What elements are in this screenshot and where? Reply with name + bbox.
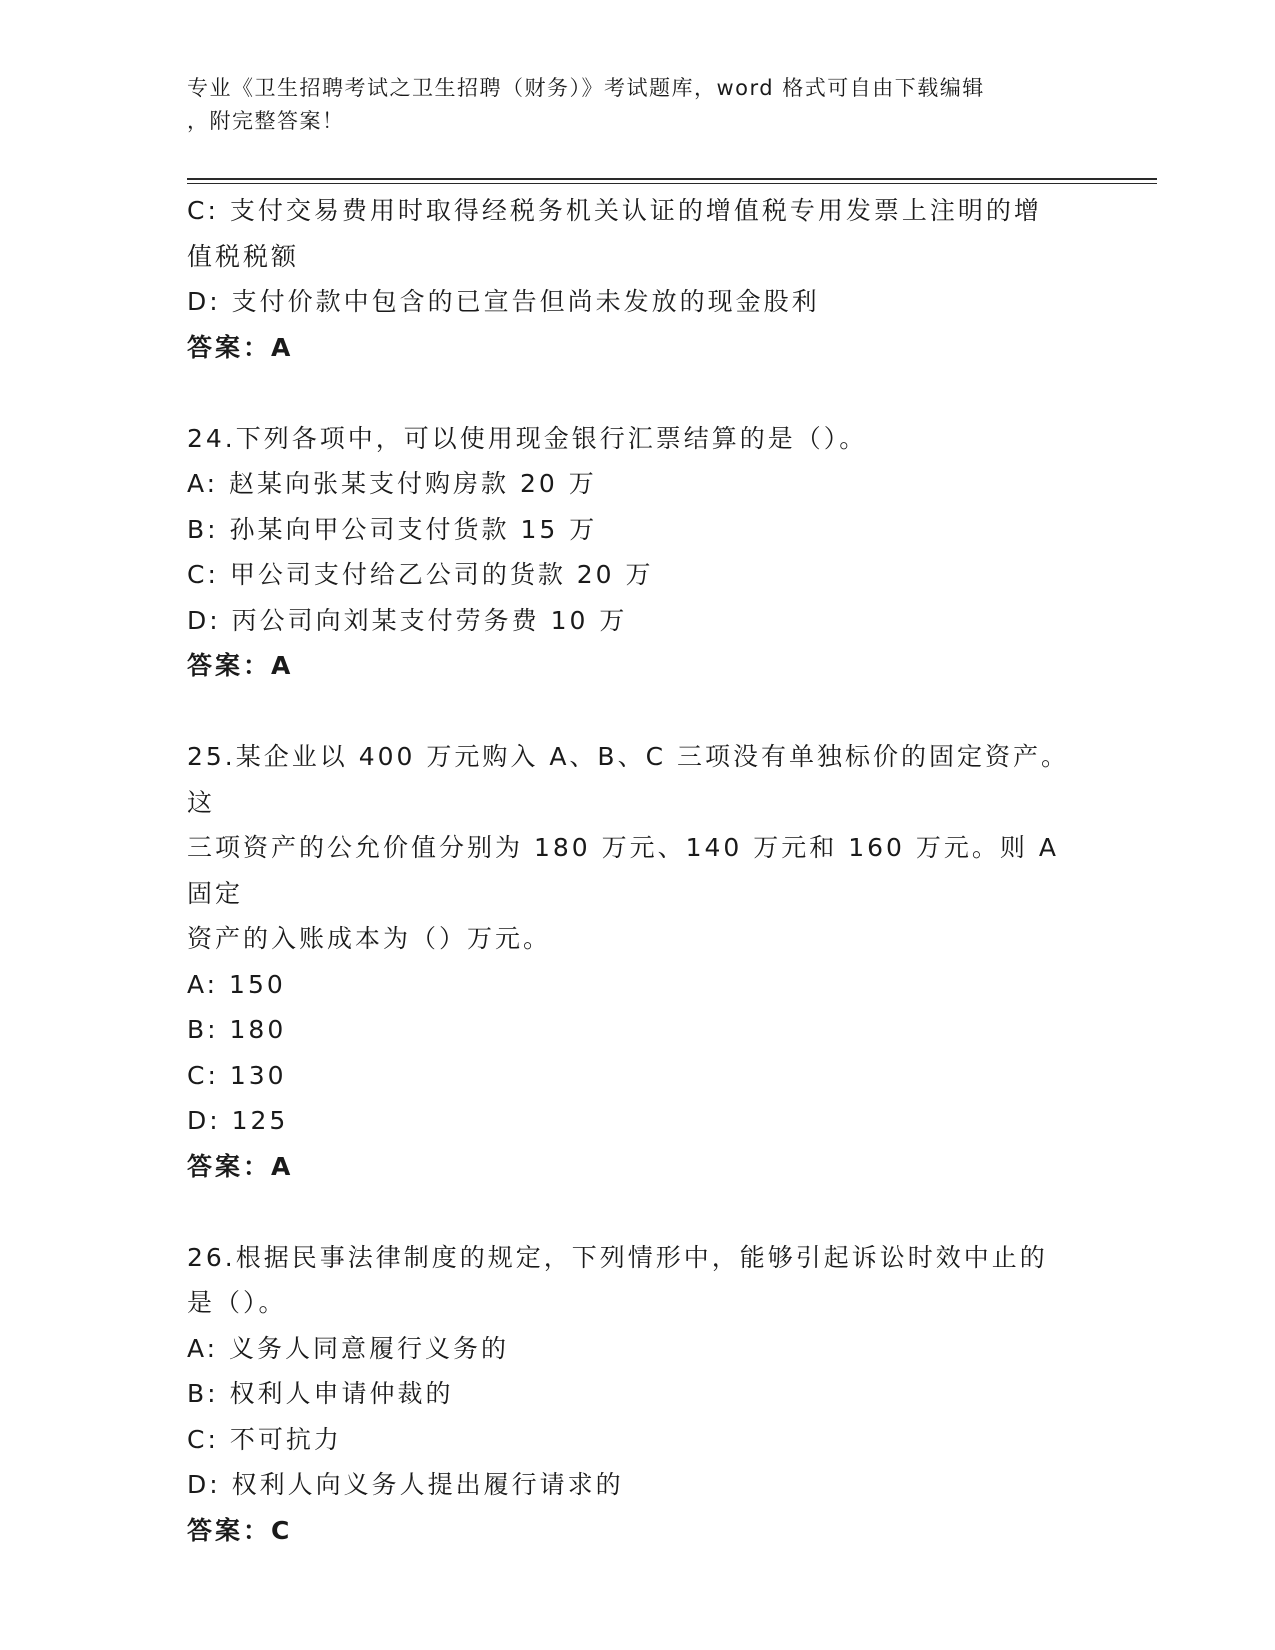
answer-line: 答案：A	[187, 651, 294, 680]
question-stem-line-1: 26.根据民事法律制度的规定，下列情形中，能够引起诉讼时效中止的	[187, 1242, 1048, 1272]
option-a: A: 义务人同意履行义务的	[187, 1333, 510, 1363]
question-stem-line-2: 三项资产的公允价值分别为 180 万元、140 万元和 160 万元。则 A 固定	[187, 833, 1059, 908]
option-a: A: 赵某向张某支付购房款 20 万	[187, 469, 597, 498]
question-content	[187, 188, 1087, 1553]
option-a: A: 150	[187, 969, 286, 999]
header-divider-thin	[187, 183, 1157, 184]
header-divider-thick	[187, 178, 1157, 180]
option-b: B: 孙某向甲公司支付货款 15 万	[187, 514, 598, 544]
question-stem	[187, 734, 1087, 962]
question-24	[187, 416, 1087, 689]
question-26	[187, 1235, 1087, 1554]
spacer	[187, 1189, 1087, 1235]
option-c	[187, 188, 1087, 279]
option-d: D: 权利人向义务人提出履行请求的	[187, 1470, 624, 1499]
option-c: C: 甲公司支付给乙公司的货款 20 万	[187, 560, 654, 589]
question-23-tail	[187, 188, 1087, 370]
header-title-line-2: ，附完整答案！	[187, 109, 345, 133]
question-stem: 24.下列各项中，可以使用现金银行汇票结算的是（）。	[187, 423, 868, 453]
question-stem-line-3: 资产的入账成本为（）万元。	[187, 924, 552, 953]
page-header	[187, 72, 1087, 138]
question-stem-line-1: 25.某企业以 400 万元购入 A、B、C 三项没有单独标价的固定资产。这	[187, 742, 1069, 817]
option-d: D: 丙公司向刘某支付劳务费 10 万	[187, 605, 628, 635]
option-c-line-2: 值税税额	[187, 241, 300, 271]
spacer	[187, 370, 1087, 416]
option-b: B: 180	[187, 1015, 287, 1044]
option-d: D: 支付价款中包含的已宣告但尚未发放的现金股利	[187, 287, 820, 316]
question-stem-line-2: 是（）。	[187, 1288, 287, 1317]
spacer	[187, 689, 1087, 735]
answer-line: 答案：C	[187, 1515, 293, 1545]
question-25	[187, 734, 1087, 1189]
option-c: C: 130	[187, 1060, 287, 1090]
option-c: C: 不可抗力	[187, 1424, 342, 1454]
option-c-line-1: C: 支付交易费用时取得经税务机关认证的增值税专用发票上注明的增	[187, 196, 1042, 225]
option-b: B: 权利人申请仲裁的	[187, 1379, 454, 1408]
answer-line: 答案：A	[187, 332, 294, 362]
question-stem	[187, 1235, 1087, 1326]
option-d: D: 125	[187, 1106, 289, 1135]
header-title-line-1: 专业《卫生招聘考试之卫生招聘（财务）》考试题库，word 格式可自由下载编辑	[187, 76, 985, 100]
answer-line: 答案：A	[187, 1151, 294, 1181]
